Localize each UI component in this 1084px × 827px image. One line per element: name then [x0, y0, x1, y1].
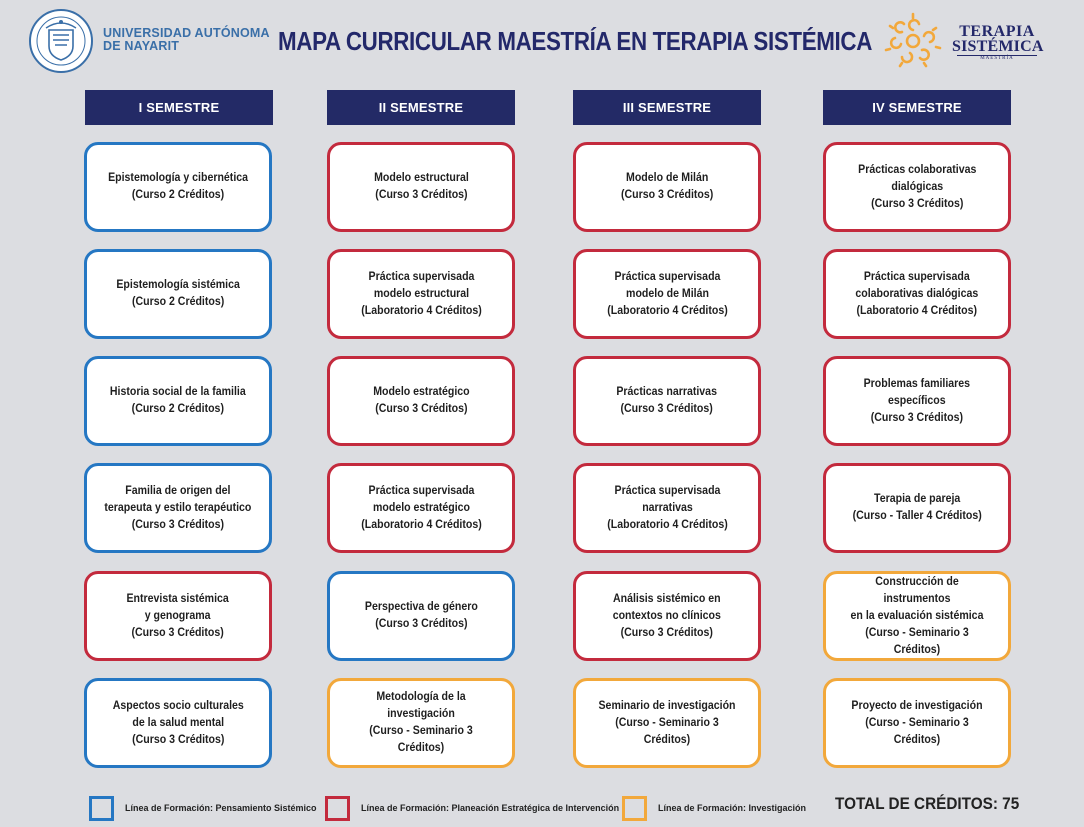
legend-swatch-red [325, 796, 350, 821]
course-card [823, 249, 1011, 339]
course-card [823, 571, 1011, 661]
course-text: Práctica supervisada colaborativas dialógicas (Laboratorio 4 Créditos) [855, 270, 979, 317]
semester-header-2: II SEMESTRE [327, 90, 515, 125]
course-card [327, 463, 515, 553]
course-text: Entrevista sistémica y genograma (Curso 3 Créditos) [126, 592, 230, 639]
course-card [573, 678, 761, 768]
course-text: Epistemología sistémica (Curso 2 Créditos) [116, 279, 240, 308]
course-card [573, 356, 761, 446]
course-card [573, 463, 761, 553]
legend-swatch-blue [89, 796, 114, 821]
course-text: Familia de origen del terapeuta y estilo terapéutico (Curso 3 Créditos) [104, 484, 252, 531]
brand-line1: TERAPIA [959, 23, 1035, 40]
course-text: Epistemología y cibernética (Curso 2 Créditos) [108, 172, 248, 201]
course-card [84, 571, 272, 661]
brand-line3: MAESTRÍA [957, 55, 1037, 62]
terapia-sistemica-wordmark [952, 24, 1042, 62]
legend-item-planeacion [325, 794, 619, 822]
legend-item-investigacion [622, 794, 806, 822]
course-card [823, 356, 1011, 446]
course-text: Terapia de pareja (Curso - Taller 4 Créditos) [852, 493, 982, 522]
page-title: MAPA CURRICULAR MAESTRÍA EN TERAPIA SISTÉMICA [278, 26, 873, 56]
course-card [573, 142, 761, 232]
course-card [327, 356, 515, 446]
semester-header-1: I SEMESTRE [85, 90, 273, 125]
course-text: Historia social de la familia (Curso 2 Créditos) [110, 386, 246, 415]
course-card [327, 249, 515, 339]
university-seal-icon [28, 8, 94, 74]
terapia-sistemica-logo-icon [880, 8, 946, 74]
course-text: Análisis sistémico en contextos no clínicos (Curso 3 Créditos) [612, 592, 722, 639]
course-text: Práctica supervisada narrativas (Laboratorio 4 Créditos) [606, 484, 728, 531]
brand-line2: SISTÉMICA [952, 38, 1044, 55]
course-text: Prácticas colaborativas dialógicas (Curso 3 Créditos) [857, 163, 977, 210]
legend-swatch-orange [622, 796, 647, 821]
legend-item-pensamiento [89, 794, 317, 822]
course-text: Seminario de investigación (Curso - Seminario 3 Créditos) [598, 699, 736, 746]
course-card [823, 142, 1011, 232]
legend-label: Línea de Formación: Planeación Estratégica de Intervención [361, 803, 620, 813]
total-credits: TOTAL DE CRÉDITOS: 75 [835, 794, 1020, 813]
legend-label: Línea de Formación: Pensamiento Sistémico [125, 803, 317, 813]
course-card [823, 678, 1011, 768]
course-card [823, 463, 1011, 553]
course-text: Problemas familiares específicos (Curso 3 Créditos) [863, 377, 971, 424]
course-card [327, 142, 515, 232]
course-text: Construcción de instrumentos en la evaluación sistémica (Curso - Seminario 3 Créditos) [850, 575, 984, 656]
course-text: Práctica supervisada modelo de Milán (Laboratorio 4 Créditos) [606, 270, 728, 317]
course-text: Proyecto de investigación (Curso - Seminario 3 Créditos) [851, 699, 983, 746]
course-card [84, 142, 272, 232]
course-card [327, 571, 515, 661]
course-text: Metodología de la investigación (Curso - Seminario 3 Créditos) [369, 691, 473, 754]
course-card [327, 678, 515, 768]
course-text: Práctica supervisada modelo estratégico (Laboratorio 4 Créditos) [360, 484, 482, 531]
course-card [84, 463, 272, 553]
course-text: Modelo de Milán (Curso 3 Créditos) [620, 172, 714, 201]
course-card [573, 571, 761, 661]
course-text: Práctica supervisada modelo estructural (Laboratorio 4 Créditos) [360, 270, 482, 317]
semester-header-4: IV SEMESTRE [823, 90, 1011, 125]
legend-label: Línea de Formación: Investigación [658, 803, 807, 813]
course-text: Prácticas narrativas (Curso 3 Créditos) [616, 386, 718, 415]
course-card [84, 356, 272, 446]
page-header [0, 0, 1084, 80]
course-text: Perspectiva de género (Curso 3 Créditos) [364, 601, 478, 630]
course-card [84, 678, 272, 768]
course-text: Modelo estratégico (Curso 3 Créditos) [372, 386, 470, 415]
course-text: Modelo estructural (Curso 3 Créditos) [373, 172, 469, 201]
course-card [84, 249, 272, 339]
university-name-line2: DE NAYARIT [103, 39, 180, 53]
course-text: Aspectos socio culturales de la salud mental (Curso 3 Créditos) [112, 699, 244, 746]
semester-header-3: III SEMESTRE [573, 90, 761, 125]
university-name-line1: UNIVERSIDAD AUTÓNOMA [103, 26, 270, 40]
university-name [103, 27, 270, 53]
course-card [573, 249, 761, 339]
